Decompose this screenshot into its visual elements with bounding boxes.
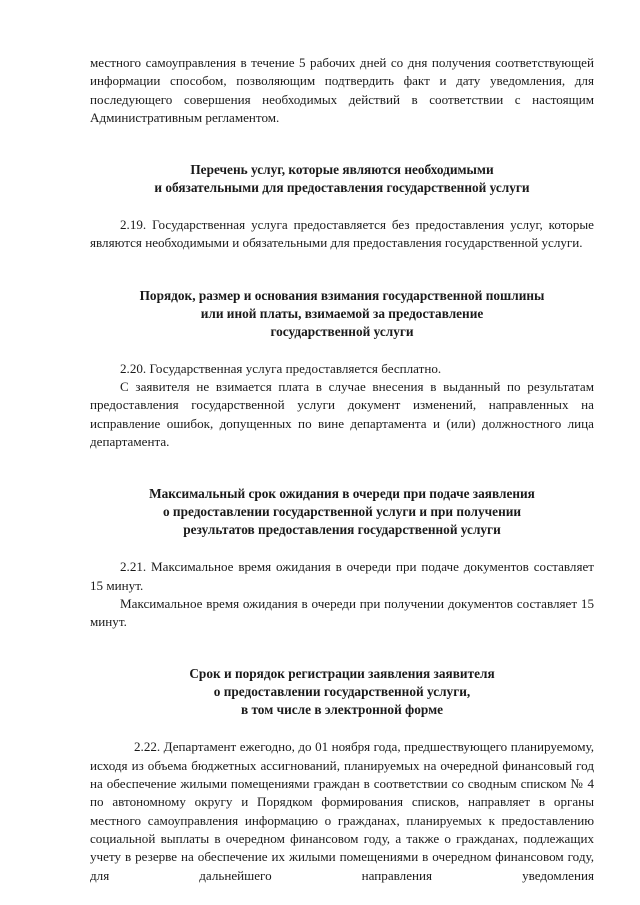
paragraph-2-20-b: С заявителя не взимается плата в случае внесения в выданный по результатам предоставления государственной услуги документ изменений, направленных на исправление ошибок, допущенных по вине департамента и (или) должностного лица департамента. — [90, 379, 594, 449]
heading-line: Максимальный срок ожидания в очереди при подаче заявления — [149, 486, 535, 502]
paragraph-2-21: 2.21. Максимальное время ожидания в очереди при подаче документов составляет 15 минут. — [90, 559, 594, 593]
section-heading-registration — [90, 665, 594, 719]
heading-line: результатов предоставления государственной услуги — [183, 522, 501, 538]
heading-line: или иной платы, взимаемой за предоставление — [200, 305, 484, 321]
heading-line: о предоставлении государственной услуги, — [213, 684, 471, 700]
paragraph-2-21-b: Максимальное время ожидания в очереди при получении документов составляет 15 минут. — [90, 595, 594, 630]
paragraph-2-22: 2.22. Департамент ежегодно, до 01 ноября года, предшествующего планируемому, исходя из объема бюджетных ассигнований, планируемых на очередной финансовый год на обеспечение жилыми помещениями граждан в соответствии со сводным списком № 4 по автономному округу и Порядком формирования списков, направляет в органы местного самоуправления информацию о гражданах, планируемых к предоставлению социальной выплаты в очередном финансовом году, а также о гражданах, подлежащих учету в резерве на обеспечение их жилыми помещениями в очередном финансовом году, для дальнейшего направления уведомления — [90, 739, 594, 883]
heading-line: государственной услуги — [270, 323, 414, 339]
section-heading-fee — [90, 287, 594, 341]
paragraph-2-19: 2.19. Государственная услуга предоставляется без предоставления услуг, которые являются необходимыми и обязательными для предоставления государственной услуги. — [90, 217, 594, 251]
heading-line: и обязательными для предоставления государственной услуги — [154, 180, 530, 196]
document-body — [90, 54, 594, 885]
heading-line: в том числе в электронной форме — [240, 702, 444, 718]
paragraph-2-20: 2.20. Государственная услуга предоставляется бесплатно. — [120, 360, 442, 376]
heading-line: Срок и порядок регистрации заявления заявителя — [189, 666, 495, 682]
intro-paragraph: местного самоуправления в течение 5 рабочих дней со дня получения соответствующей информации способом, позволяющим подтвердить факт и дату уведомления, для последующего совершения необходимых действий в соответствии с настоящим Административным регламентом. — [90, 55, 594, 125]
heading-line: о предоставлении государственной услуги и при получении — [162, 504, 522, 520]
section-heading-queue — [90, 485, 594, 539]
heading-line: Порядок, размер и основания взимания государственной пошлины — [139, 287, 545, 303]
section-heading-services — [90, 161, 594, 197]
heading-line: Перечень услуг, которые являются необходимыми — [190, 162, 494, 178]
